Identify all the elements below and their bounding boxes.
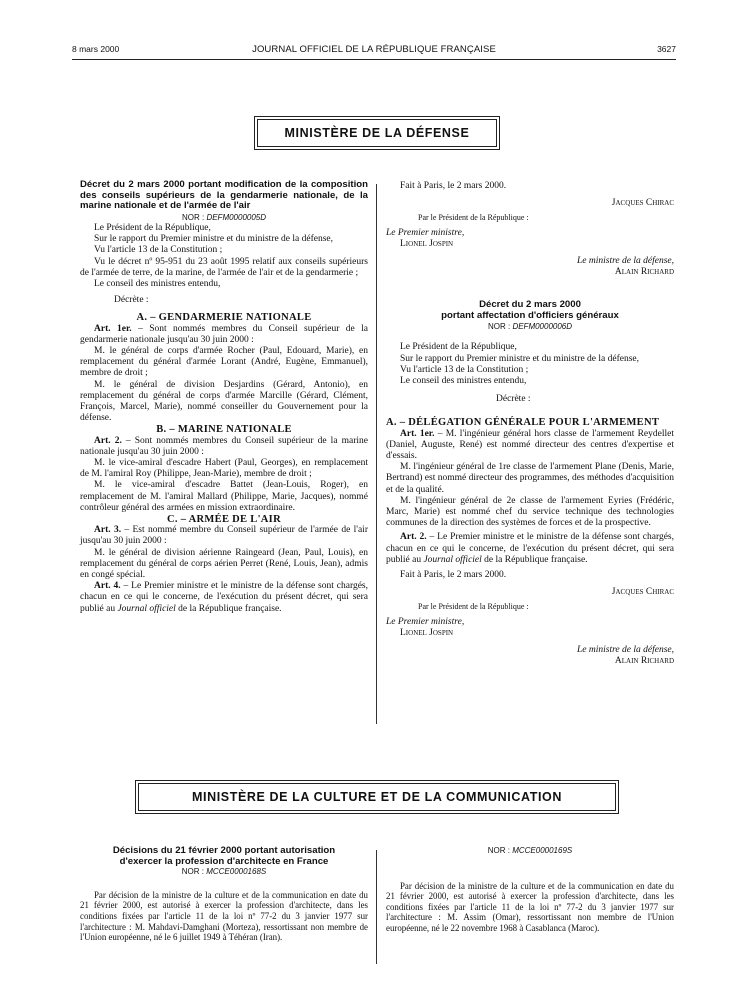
decree-1-title: Décret du 2 mars 2000 portant modification de la composition des conseils supérieurs de la gendarmerie nationale, de la marine nationale et de l'armée de l'air — [80, 179, 368, 212]
running-header — [72, 44, 676, 58]
nor-code: DEFM0000005D — [206, 212, 267, 222]
article-text: de la République française. — [175, 603, 282, 614]
section-marine: B. – MARINE NATIONALE — [156, 424, 292, 436]
decree-2 — [386, 300, 674, 667]
preamble-line: Vu l'article 13 de la Constitution ; — [400, 364, 529, 375]
premier-ministre-label: Le Premier ministre, — [386, 616, 465, 627]
nor-code: MCCE0000168S — [206, 867, 267, 877]
article-text: – Est nommé membre du Conseil supérieur de l'armée de l'air jusqu'au 30 juin 2000 : — [80, 525, 368, 547]
par-le-president: Par le Président de la République : — [418, 602, 529, 612]
nor-label: NOR : — [487, 846, 510, 855]
article-text: de la République française. — [481, 554, 588, 565]
article-text: – Sont nommés membres du Conseil supérieur de la gendarmerie nationale jusqu'au 30 juin 2000 : — [80, 323, 368, 345]
decisions-title: Décisions du 21 février 2000 portant autorisation d'exercer la profession d'architecte en France — [112, 845, 336, 867]
fait-a-paris: Fait à Paris, le 2 mars 2000. — [400, 570, 507, 581]
page-number: 3627 — [657, 44, 676, 54]
preamble-line: Sur le rapport du Premier ministre et du ministre de la défense, — [400, 353, 640, 364]
nor-code: MCCE0000169S — [512, 846, 573, 855]
header-rule — [72, 59, 676, 60]
decrete: Décrète : — [114, 295, 149, 306]
column-divider — [376, 850, 377, 964]
premier-ministre-label: Le Premier ministre, — [386, 227, 465, 238]
journal-title: JOURNAL OFFICIEL DE LA RÉPUBLIQUE FRANÇAISE — [252, 44, 496, 55]
decree-1 — [80, 180, 368, 615]
article-label: Art. 3. — [94, 525, 122, 536]
ministry-defense-box — [254, 116, 500, 150]
article-label: Art. 1er. — [94, 323, 132, 334]
preamble-line: Sur le rapport du Premier ministre et du ministre de la défense, — [94, 234, 334, 245]
paragraph: M. l'ingénieur général de 2e classe de l'armement Eyries (Frédéric, Marc, Marie) est nommé chef du service technique des technologies communes de la direction des systèmes de forces et de la prospective. — [386, 495, 674, 529]
section-armement: A. – DÉLÉGATION GÉNÉRALE POUR L'ARMEMENT — [386, 417, 660, 429]
signature-president: Jacques Chirac — [611, 198, 674, 209]
decision-2 — [386, 846, 674, 934]
nor-label: NOR : — [181, 867, 204, 877]
decision-1-text: Par décision de la ministre de la culture et de la communication en date du 21 février 2000, est autorisé à exercer la profession d'architecte, dans les conditions fixées par l'article 11 de la loi nº 77-2 du 3 janvier 1977 sur l'architecture : M. Mahdavi-Damghani (Morteza), ressortissant non membre de l'Union européenne, né le 6 juillet 1949 à Téhéran (Iran). — [80, 889, 368, 943]
paragraph: M. le général de division Desjardins (Gérard, Antonio), en remplacement du général de corps d'armée Marcille (Gérard, Clément, François, Marcel, Marie), nommé conseiller du Gouvernement pour la défense. — [80, 379, 368, 424]
preamble-line: Le Président de la République, — [94, 222, 211, 233]
ministry-defense-title: MINISTÈRE DE LA DÉFENSE — [257, 119, 497, 147]
column-divider — [376, 184, 377, 724]
decree-1-nor — [80, 212, 368, 223]
section-air: C. – ARMÉE DE L'AIR — [167, 514, 281, 526]
preamble-line: Le conseil des ministres entendu, — [94, 279, 221, 289]
ministry-culture-box — [135, 780, 619, 814]
article-2 — [80, 436, 368, 458]
paragraph: M. le vice-amiral d'escadre Battet (Jean-Louis, Roger), en remplacement de M. l'amiral Mallard (Philippe, Marie, Jacques), nommé contrôleur général des armées en mission extraordinaire. — [80, 480, 368, 513]
preamble-line: Le conseil des ministres entendu, — [400, 376, 527, 386]
preamble-line: Vu le décret nº 95-951 du 23 août 1995 relatif aux conseils supérieurs de l'armée de terre, de la marine, de l'armée de l'air et de la gendarmerie ; — [80, 256, 368, 278]
ministry-culture-title: MINISTÈRE DE LA CULTURE ET DE LA COMMUNICATION — [138, 783, 616, 811]
nor-label: NOR : — [487, 322, 511, 332]
ministre-name: Alain Richard — [614, 267, 674, 278]
decree-2-nor — [386, 321, 674, 332]
article-2 — [386, 532, 674, 566]
par-le-president: Par le Président de la République : — [418, 213, 529, 223]
paragraph: M. le vice-amiral d'escadre Habert (Paul, Georges), en remplacement de M. l'amiral Roy (Philippe, Jean-Marie), membre de droit ; — [80, 458, 368, 480]
article-text: – Le Premier ministre et le ministre de la défense sont chargés, chacun en ce qui le concerne, de l'exécution du présent décret, qui sera publié au — [80, 581, 368, 614]
article-1 — [386, 429, 674, 463]
preamble-line: Le Président de la République, — [400, 342, 517, 353]
decision-2-text: Par décision de la ministre de la culture et de la communication en date du 21 février 2000, est autorisé à exercer la profession d'architecte, dans les conditions fixées par l'article 11 de la loi nº 77-2 du 3 janvier 1977 sur l'architecture : M. Assim (Omar), ressortissant non membre de l'Union européenne, né le 22 novembre 1968 à Casablanca (Maroc). — [386, 880, 674, 933]
ministre-label: Le ministre de la défense, — [576, 645, 674, 656]
article-text: – Le Premier ministre et le ministre de la défense sont chargés, chacun en ce qui le concerne, de l'exécution du présent décret, qui sera publié au — [386, 532, 674, 565]
decree-2-title-line-1: Décret du 2 mars 2000 — [479, 299, 581, 310]
decision-1-nor — [80, 867, 368, 878]
paragraph: M. le général de corps d'armée Rocher (Paul, Edouard, Marie), en remplacement du général d'armée Lorant (André, Eugène, Emmanuel), membre de droit ; — [80, 346, 368, 379]
issue-date: 8 mars 2000 — [72, 44, 120, 54]
decree-2-title-line-2: portant affectation d'officiers généraux — [441, 309, 619, 321]
nor-code: DEFM0000006D — [512, 322, 573, 332]
article-label: Art. 4. — [94, 581, 121, 592]
journal-name: Journal officiel — [117, 603, 176, 614]
premier-ministre-name: Lionel Jospin — [400, 627, 454, 638]
article-label: Art. 2. — [400, 532, 427, 543]
ministre-label: Le ministre de la défense, — [576, 256, 674, 267]
section-gendarmerie: A. – GENDARMERIE NATIONALE — [136, 312, 312, 324]
decrete: Décrète : — [496, 394, 531, 405]
decision-1 — [80, 846, 368, 943]
decree-1-signatures — [386, 181, 674, 278]
article-label: Art. 1er. — [400, 428, 435, 439]
decision-2-nor — [386, 846, 674, 857]
article-1 — [80, 324, 368, 346]
article-4 — [80, 581, 368, 615]
journal-name: Journal officiel — [423, 554, 482, 565]
article-label: Art. 2. — [94, 435, 122, 446]
preamble-line: Vu l'article 13 de la Constitution ; — [94, 245, 223, 256]
fait-a-paris: Fait à Paris, le 2 mars 2000. — [400, 181, 507, 191]
article-text: – Sont nommés membres du Conseil supérieur de la marine nationale jusqu'au 30 juin 2000 : — [80, 435, 368, 457]
signature-president: Jacques Chirac — [611, 587, 674, 598]
paragraph: M. le général de division aérienne Raingeard (Jean, Paul, Louis), en remplacement du général de corps aérien Perret (René, Louis, Jean), admis en congé spécial. — [80, 547, 368, 581]
paragraph: M. l'ingénieur général de 1re classe de l'armement Plane (Denis, Marie, Bertrand) est nommé directeur des programmes, des méthodes d'acquisition et de la qualité. — [386, 462, 674, 495]
premier-ministre-name: Lionel Jospin — [400, 238, 454, 249]
article-3 — [80, 525, 368, 547]
nor-label: NOR : — [181, 212, 205, 222]
article-text: – M. l'ingénieur général hors classe de l'armement Reydellet (Daniel, Auguste, René) est nommé directeur des centres d'expertise et d'essais. — [386, 428, 674, 462]
ministre-name: Alain Richard — [614, 656, 674, 667]
